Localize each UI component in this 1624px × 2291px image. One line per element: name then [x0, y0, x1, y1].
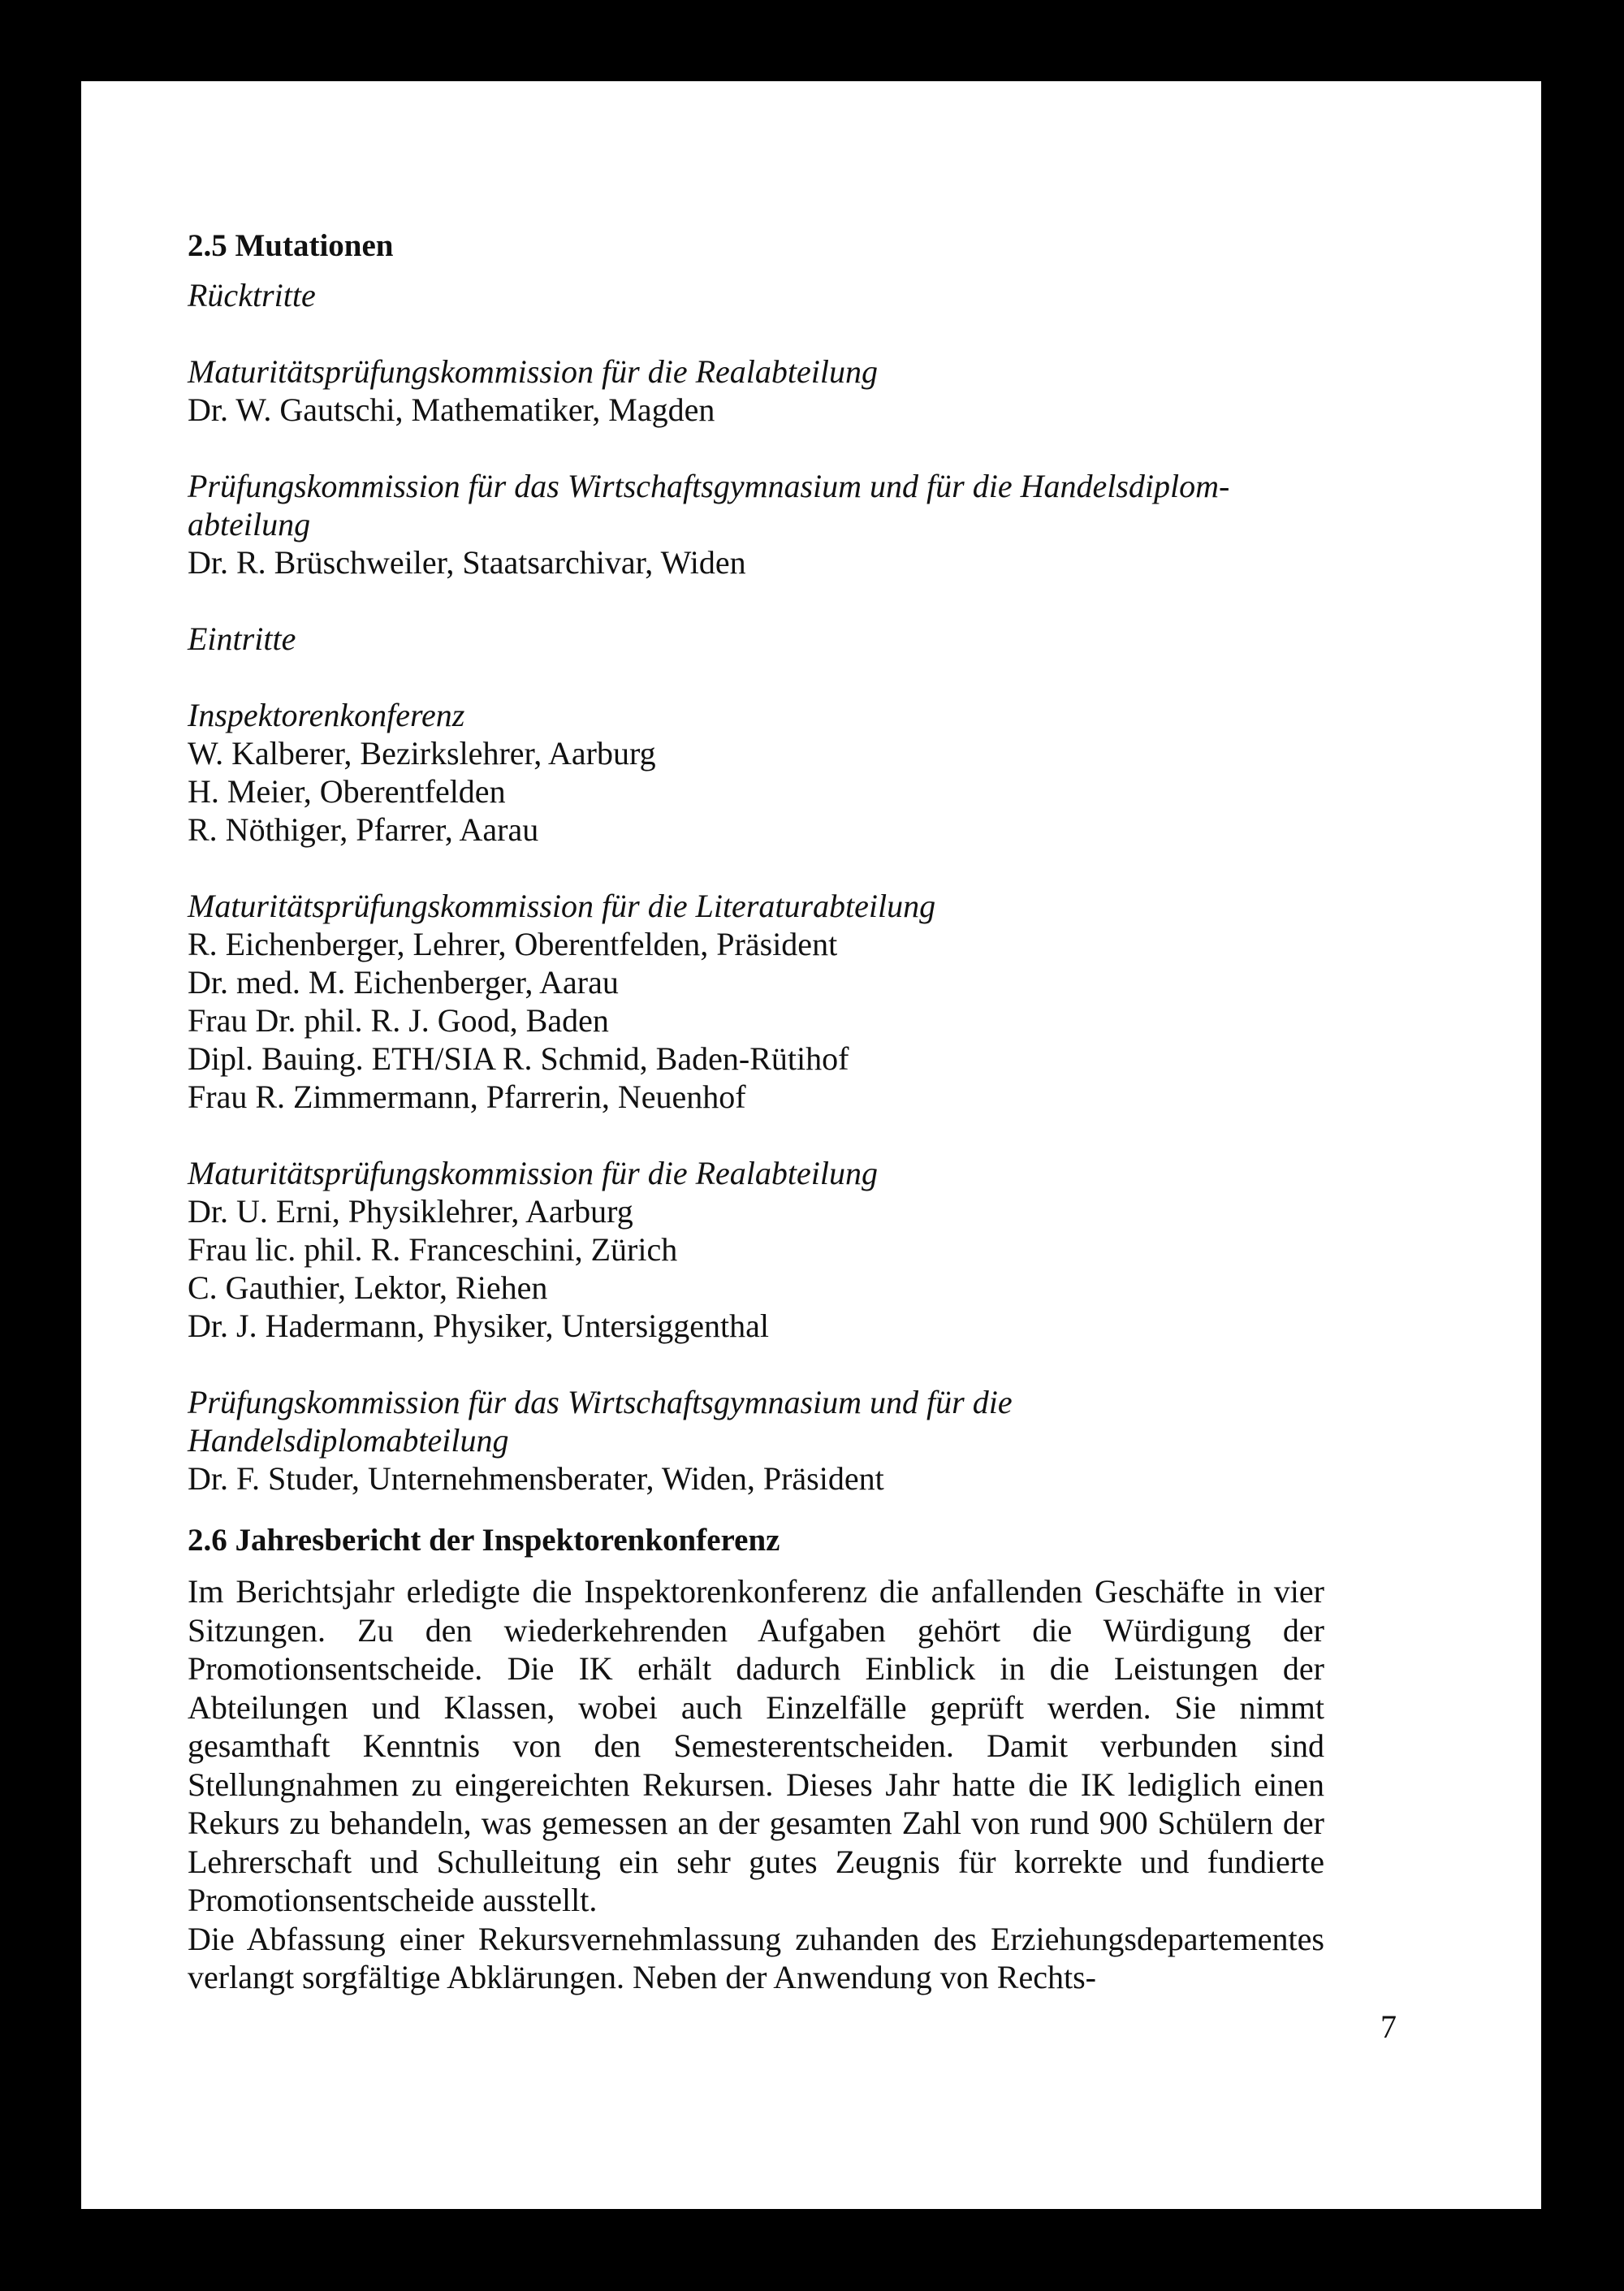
member-line: Frau lic. phil. R. Franceschini, Zürich — [188, 1231, 678, 1268]
commission-title: Prüfungskommission für das Wirtschaftsgymnasium und für die Handelsdiplom- — [188, 468, 1230, 504]
member-line: Dr. J. Hadermann, Physiker, Untersiggenthal — [188, 1308, 770, 1344]
member-line: R. Eichenberger, Lehrer, Oberentfelden, Präsident — [188, 926, 838, 962]
page-content — [188, 227, 1324, 1997]
member-line: Frau Dr. phil. R. J. Good, Baden — [188, 1002, 609, 1039]
ruecktritt-group-wirtschaftsgymnasium — [188, 467, 1324, 581]
subheading-eintritte: Eintritte — [188, 620, 296, 657]
ruecktritt-group-realabteilung — [188, 352, 1324, 429]
body-paragraph: Im Berichtsjahr erledigte die Inspektorenkonferenz die anfallenden Geschäfte in vier Sitzungen. Zu den wiederkehrenden Aufgaben gehört die Würdigung der Promotionsentscheide. Die IK erhält dadurch Einblick in die Leistungen der Abteilungen und Klassen, wobei auch Einzelfälle geprüft werden. Sie nimmt gesamthaft Kenntnis von den Semesterentscheiden. Damit verbunden sind Stellungnahmen zu eingereichten Rekursen. Dieses Jahr hatte die IK lediglich einen Rekurs zu behandeln, was gemessen an der gesamten Zahl von rund 900 Schülern der Lehrerschaft und Schulleitung ein sehr gutes Zeugnis für korrekte und fundierte Promotionsentscheide ausstellt. — [188, 1573, 1324, 1918]
member-line: Dr. W. Gautschi, Mathematiker, Magden — [188, 391, 715, 428]
commission-title-continued: abteilung — [188, 506, 311, 542]
member-line: Dr. F. Studer, Unternehmensberater, Widen, Präsident — [188, 1460, 884, 1497]
eintritt-group-inspektorenkonferenz — [188, 696, 1324, 849]
eintritt-group-wirtschaftsgymnasium — [188, 1383, 1324, 1498]
member-line: W. Kalberer, Bezirkslehrer, Aarburg — [188, 735, 656, 772]
member-line: Dipl. Bauing. ETH/SIA R. Schmid, Baden-Rütihof — [188, 1040, 849, 1077]
member-line: R. Nöthiger, Pfarrer, Aarau — [188, 811, 539, 848]
section-heading-jahresbericht: 2.6 Jahresbericht der Inspektorenkonferenz — [188, 1523, 780, 1558]
eintritt-group-literaturabteilung — [188, 887, 1324, 1116]
eintritt-group-realabteilung — [188, 1154, 1324, 1345]
commission-title: Prüfungskommission für das Wirtschaftsgymnasium und für die — [188, 1384, 1013, 1420]
document-page — [81, 81, 1541, 2209]
commission-title: Maturitätsprüfungskommission für die Literaturabteilung — [188, 888, 936, 924]
member-line: H. Meier, Oberentfelden — [188, 773, 506, 810]
body-paragraph: Die Abfassung einer Rekursvernehmlassung zuhanden des Erziehungsdepartementes verlangt sorgfältige Abklärungen. Neben der Anwendung von Rechts- — [188, 1920, 1324, 1995]
member-line: Dr. U. Erni, Physiklehrer, Aarburg — [188, 1193, 633, 1230]
member-line: Frau R. Zimmermann, Pfarrerin, Neuenhof — [188, 1078, 746, 1115]
commission-title: Maturitätsprüfungskommission für die Realabteilung — [188, 1155, 878, 1191]
page-number: 7 — [1380, 2008, 1397, 2045]
subheading-ruecktritte: Rücktritte — [188, 277, 316, 313]
commission-title: Inspektorenkonferenz — [188, 697, 465, 733]
section-heading-mutationen: 2.5 Mutationen — [188, 228, 394, 263]
commission-title: Maturitätsprüfungskommission für die Realabteilung — [188, 353, 878, 390]
member-line: Dr. med. M. Eichenberger, Aarau — [188, 964, 619, 1001]
member-line: C. Gauthier, Lektor, Riehen — [188, 1269, 548, 1306]
commission-title-continued: Handelsdiplomabteilung — [188, 1422, 509, 1459]
member-line: Dr. R. Brüschweiler, Staatsarchivar, Widen — [188, 544, 746, 581]
